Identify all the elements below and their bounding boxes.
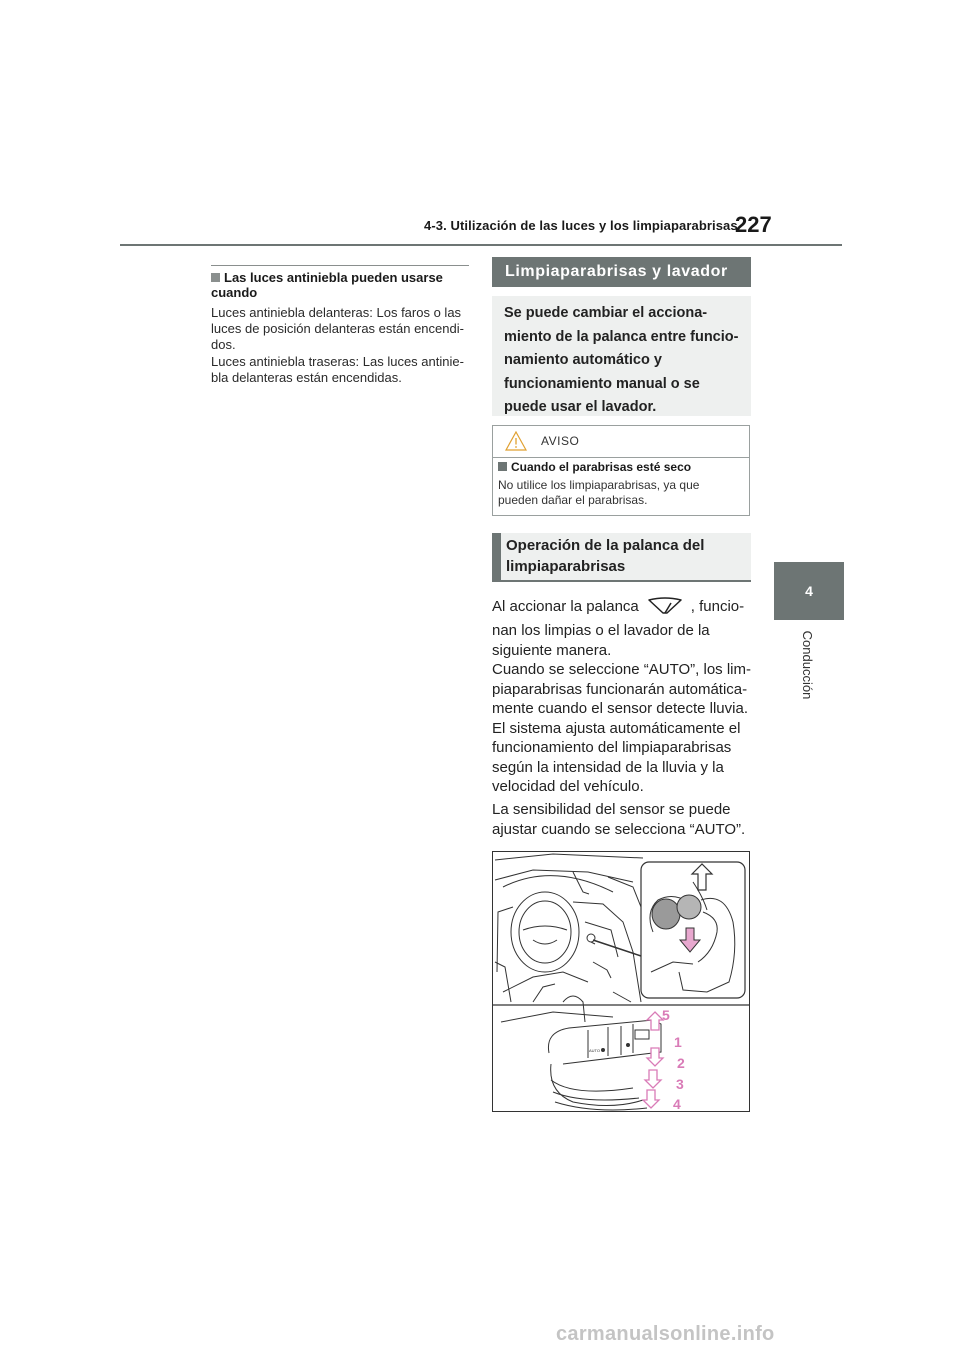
section-header: 4-3. Utilización de las luces y los limpiaparabrisas — [424, 218, 738, 233]
lever-auto-text: AUTO — [589, 1048, 601, 1053]
lever-text-before: Al accionar la palanca — [492, 598, 639, 615]
lever-section-heading — [492, 533, 751, 582]
section-accent-bar — [492, 533, 501, 580]
position-label-3: 3 — [676, 1076, 684, 1092]
lever-paragraph — [492, 597, 754, 617]
intro-line: puede usar el lavador. — [504, 399, 657, 415]
dashboard-drawing — [493, 852, 749, 1111]
page-number: 227 — [735, 212, 772, 237]
warning-header — [493, 426, 749, 458]
front-fog-paragraph: Luces antiniebla delanteras: Los faros o las luces de posición delanteras están encendi-dos. — [211, 305, 464, 352]
rear-fog-paragraph: Luces antiniebla traseras: Las luces antinie-bla delanteras están encendidas. — [211, 354, 464, 385]
watermark: carmanualsonline.info — [556, 1323, 775, 1345]
wipers-banner: Limpiaparabrisas y lavador — [492, 257, 751, 287]
chapter-title: Conducción — [800, 630, 816, 700]
warning-box — [492, 425, 750, 516]
position-label-2: 2 — [677, 1055, 685, 1071]
intro-line: namiento automático y — [504, 352, 662, 368]
chapter-number: 4 — [805, 583, 813, 599]
lever-paragraph-rest: nan los limpias o el lavador de la siguiente manera. — [492, 622, 710, 659]
fog-lights-heading-text: Las luces antiniebla pueden usarse cuando — [211, 270, 443, 300]
intro-box — [492, 296, 751, 416]
position-label-4: 4 — [673, 1096, 681, 1112]
wiper-icon — [645, 597, 685, 615]
warning-heading — [498, 460, 691, 474]
position-label-1: 1 — [674, 1034, 682, 1050]
intro-line: Se puede cambiar el acciona- — [504, 305, 708, 321]
left-heading-rule — [211, 265, 469, 266]
position-label-5: 5 — [662, 1007, 670, 1023]
lever-text-after: , funcio- — [690, 598, 745, 615]
warning-triangle-icon — [505, 431, 527, 451]
intro-line: funcionamiento manual o se — [504, 375, 700, 392]
header-rule — [120, 244, 842, 246]
auto-paragraph: Cuando se seleccione “AUTO”, los lim-piaparabrisas funcionarán automática-mente cuando el sensor detecte lluvia. El sistema ajusta automáticamente el funcionamiento del limpiaparabrisas según la intensidad de la lluvia y la velocidad del vehículo. — [492, 661, 751, 795]
square-bullet-icon — [211, 273, 220, 282]
warning-label: AVISO — [541, 434, 580, 448]
fog-lights-heading — [211, 270, 469, 300]
lever-section-title: Operación de la palanca del limpiaparabrisas — [506, 537, 705, 575]
square-bullet-icon — [498, 462, 507, 471]
warning-heading-text: Cuando el parabrisas esté seco — [511, 460, 692, 474]
wiper-lever-illustration — [492, 851, 750, 1112]
warning-text: No utilice los limpiaparabrisas, ya que pueden dañar el parabrisas. — [498, 478, 700, 507]
sensitivity-paragraph: La sensibilidad del sensor se puede ajustar cuando se selecciona “AUTO”. — [492, 801, 746, 838]
intro-line: miento de la palanca entre funcio- — [504, 328, 739, 345]
